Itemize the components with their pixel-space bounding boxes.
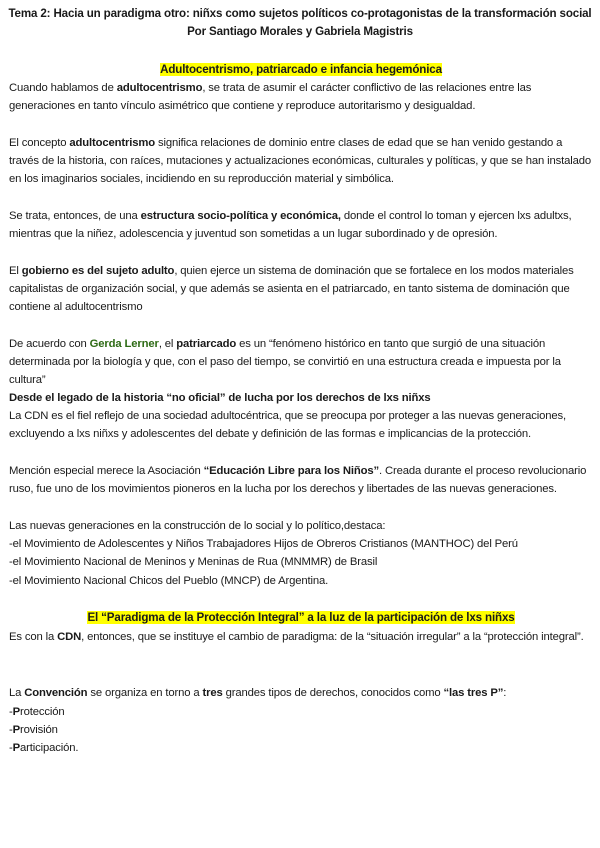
movements-block	[9, 517, 593, 590]
paragraph-gobierno: El gobierno es del sujeto adulto, quien ejerce un sistema de dominación que se fortalece en los modos materiales capitalistas de organización social, y que además se asienta en el patriarcado, en tanto sistema de dominación que contiene al adultocentrismo	[9, 265, 574, 314]
paragraph-adultocentrismo-intro: Cuando hablamos de adultocentrismo, se trata de asumir el carácter conflictivo de las relaciones entre las generaciones en tanto vínculo asimétrico que contiene y reproduce autoritarismo y desigualdad.	[9, 82, 532, 113]
subheading-legado: Desde el legado de la historia “no oficial” de lucha por los derechos de lxs niñxs	[9, 392, 431, 404]
heading-highlight: Adultocentrismo, patriarcado e infancia hegemónica	[160, 63, 442, 76]
section-heading-adultocentrismo	[9, 61, 593, 79]
bold-term: adultocentrismo	[69, 137, 156, 149]
bold-term: “las tres P”	[443, 687, 504, 699]
bold-term: adultocentrismo	[116, 82, 203, 94]
bold-term: Convención	[24, 687, 88, 699]
paragraph-educacion-libre: Mención especial merece la Asociación “Educación Libre para los Niños”. Creada durante el proceso revolucionario ruso, fue uno de los movimientos pioneros en la lucha por los derechos y libertades de las nuevas generaciones.	[9, 465, 587, 496]
document-title: Tema 2: Hacia un paradigma otro: niñxs como sujetos políticos co-protagonistas de la transformación social Por Santiago Morales y Gabriela Magistris	[8, 7, 592, 38]
paragraph-adultocentrismo-concept: El concepto adultocentrismo significa relaciones de dominio entre clases de edad que se han venido gestando a través de la historia, con raíces, mutaciones y actualizaciones económicas, culturales y políticas, y que se han instalado en los imaginarios sociales, incidiendo en su reproducción material y simbólica.	[9, 137, 592, 186]
section-heading-proteccion-integral	[9, 609, 593, 627]
list-item: -Participación.	[9, 742, 79, 755]
list-item: -el Movimiento Nacional Chicos del Pueblo (MNCP) de Argentina.	[9, 574, 329, 587]
list-item: -el Movimiento de Adolescentes y Niños Trabajadores Hijos de Obreros Cristianos (MANTHOC) del Perú	[9, 538, 518, 551]
paragraph-cdn: La CDN es el fiel reflejo de una sociedad adultocéntrica, que se preocupa por proteger a las nuevas generaciones, excluyendo a lxs niñxs y adolescentes del debate y definición de las formas e implicancias de la protección.	[9, 410, 567, 441]
tres-p-list	[9, 703, 593, 758]
heading-highlight: El “Paradigma de la Protección Integral” a la luz de la participación de lxs niñxs	[87, 611, 515, 624]
bold-term: estructura socio-política y económica,	[140, 210, 341, 222]
paragraph-convencion: La Convención se organiza en torno a tres grandes tipos de derechos, conocidos como “las tres P”:	[9, 687, 507, 699]
bold-term: “Educación Libre para los Niños”	[203, 465, 379, 477]
bold-term: CDN	[57, 631, 82, 643]
movements-intro: Las nuevas generaciones en la construcción de lo social y lo político,destaca:	[9, 520, 386, 532]
bold-term: patriarcado	[176, 338, 237, 350]
paragraph-cambio-paradigma: Es con la CDN, entonces, que se instituye el cambio de paradigma: de la “situación irregular” a la “protección integral”.	[9, 631, 584, 643]
list-item: -Protección	[9, 706, 65, 718]
paragraph-patriarcado: De acuerdo con Gerda Lerner, el patriarcado es un “fenómeno histórico en tanto que surgió de una situación determinada por la biología y que, con el paso del tiempo, se convirtió en una estructura creada e impuesta por la cultura”	[9, 338, 561, 387]
author-name: Gerda Lerner	[89, 338, 159, 350]
paragraph-estructura: Se trata, entonces, de una estructura socio-política y económica, donde el control lo toman y ejercen lxs adultxs, mientras que la niñez, adolescencia y juventud son sometidas a un lugar subordinado y de opresión.	[9, 210, 572, 241]
list-item: -Provisión	[9, 724, 58, 737]
list-item: -el Movimiento Nacional de Meninos y Meninas de Rua (MNMMR) de Brasil	[9, 556, 378, 569]
bold-term: tres	[202, 687, 223, 699]
bold-term: gobierno es del sujeto adulto	[21, 265, 175, 277]
